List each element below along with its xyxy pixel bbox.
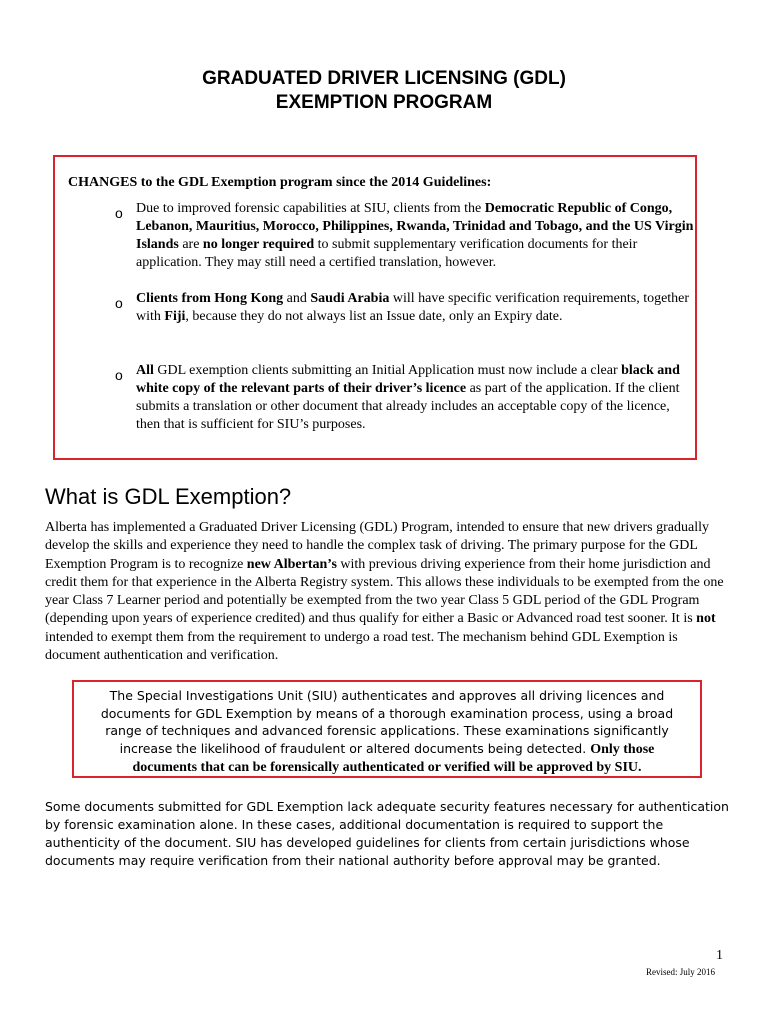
page-number: 1 bbox=[716, 948, 723, 963]
changes-heading: CHANGES to the GDL Exemption program since the 2014 Guidelines: bbox=[68, 175, 492, 190]
document-title-line-1: GRADUATED DRIVER LICENSING (GDL) bbox=[202, 68, 566, 89]
siu-callout-text: The Special Investigations Unit (SIU) authenticates and approves all driving licences and documents for GDL Exemption by means of a thorough examination process, using a broad range of techniques and advanced forensic applications. These examinations significantly increase the likelihood of fraudulent or altered documents being detected. Only those documents that can be forensically authenticated or verified will be approved by SIU. bbox=[100, 688, 674, 775]
changes-item-3: All GDL exemption clients submitting an Initial Application must now include a clear black and white copy of the relevant parts of their driver’s licence as part of the application. If the client submits a translation or other document that already includes an acceptable copy of the licence, then that is sufficient for SIU’s purposes. bbox=[136, 363, 680, 432]
changes-item-1: Due to improved forensic capabilities at SIU, clients from the Democratic Republic of Congo, Lebanon, Mauritius, Morocco, Philippines, Rwanda, Trinidad and Tobago, and the US Virgin Islands are no longer required to submit supplementary verification documents for their application. They may still need a certified translation, however. bbox=[136, 201, 694, 270]
bullet-marker: o bbox=[115, 205, 123, 221]
intro-paragraph: Alberta has implemented a Graduated Driver Licensing (GDL) Program, intended to ensure that new drivers gradually develop the skills and experience they need to handle the complex task of driving. The primary purpose for the GDL Exemption Program is to recognize new Albertan’s with previous driving experience from their home jurisdiction and credit them for that experience in the Alberta Registry system. This allows these individuals to be exempted from the one year Class 7 Learner period and potentially be exempted from the two year Class 5 GDL period of the GDL Program (depending upon years of experience credited) and thus qualify for either a Basic or Advanced road test sooner. It is not intended to exempt them from the requirement to undergo a road test. The mechanism behind GDL Exemption is document authentication and verification. bbox=[45, 520, 724, 664]
revised-date: Revised: July 2016 bbox=[646, 967, 715, 977]
bullet-marker: o bbox=[115, 367, 123, 383]
bullet-marker: o bbox=[115, 295, 123, 311]
document-title-line-2: EXEMPTION PROGRAM bbox=[275, 92, 493, 113]
changes-box bbox=[53, 155, 697, 460]
documents-paragraph: Some documents submitted for GDL Exemption lack adequate security features necessary for authentication by forensic examination alone. In these cases, additional documentation is required to support the authenticity of the document. SIU has developed guidelines for clients from certain jurisdictions whose documents may require verification from their national authority before approval may be granted. bbox=[45, 799, 729, 868]
changes-item-2: Clients from Hong Kong and Saudi Arabia will have specific verification requirements, together with Fiji, because they do not always list an Issue date, only an Expiry date. bbox=[136, 291, 690, 324]
section-heading: What is GDL Exemption? bbox=[45, 484, 292, 509]
siu-callout-box bbox=[72, 680, 702, 778]
